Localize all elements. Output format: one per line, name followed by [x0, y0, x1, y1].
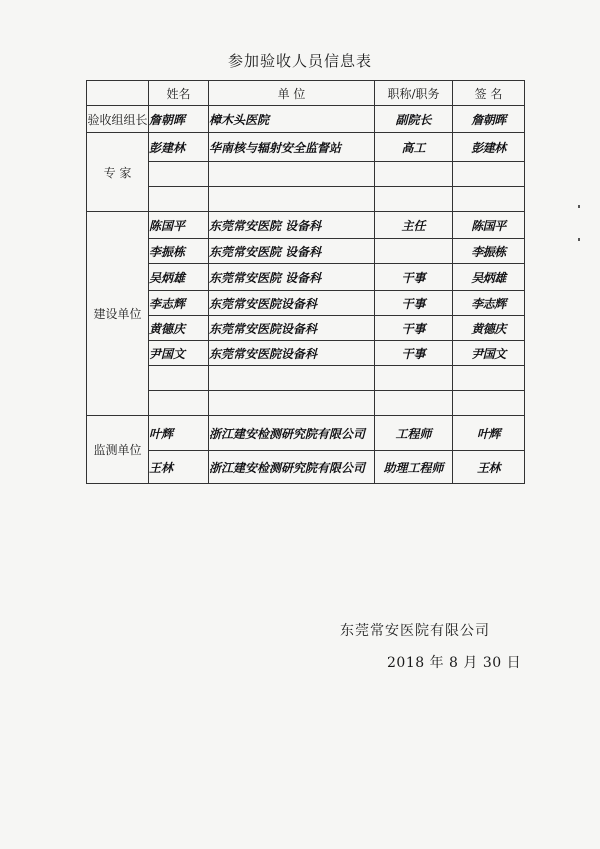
name-cell: [149, 391, 209, 416]
name-cell: 詹朝晖: [149, 106, 209, 133]
group-label: 验收组组长: [87, 106, 149, 133]
title-cell: 副院长: [375, 106, 453, 133]
header-title: 职称/职务: [375, 81, 453, 106]
signature-cell: [453, 187, 525, 212]
unit-cell: 东莞常安医院 设备科: [209, 264, 375, 291]
name-cell: 黄德庆: [149, 316, 209, 341]
table-row: [87, 416, 525, 451]
unit-cell: 东莞常安医院 设备科: [209, 239, 375, 264]
signature-cell: 叶辉: [453, 416, 525, 451]
table-row: [87, 391, 525, 416]
signature-cell: [453, 366, 525, 391]
title-cell: 干事: [375, 264, 453, 291]
name-cell: 陈国平: [149, 212, 209, 239]
signature-cell: 吴炳雄: [453, 264, 525, 291]
scan-speck: [578, 238, 580, 241]
name-cell: [149, 366, 209, 391]
footer-date: 2018 年 8 月 30 日: [387, 655, 522, 671]
header-row: [87, 81, 525, 106]
unit-cell: 浙江建安检测研究院有限公司: [209, 451, 375, 484]
unit-cell: 浙江建安检测研究院有限公司: [209, 416, 375, 451]
name-cell: 王林: [149, 451, 209, 484]
table-row: [87, 133, 525, 162]
name-cell: 叶辉: [149, 416, 209, 451]
table-row: [87, 341, 525, 366]
title-cell: 主任: [375, 212, 453, 239]
title-cell: 工程师: [375, 416, 453, 451]
unit-cell: [209, 162, 375, 187]
unit-cell: 樟木头医院: [209, 106, 375, 133]
signature-cell: 王林: [453, 451, 525, 484]
unit-cell: 东莞常安医院设备科: [209, 316, 375, 341]
title-cell: 干事: [375, 341, 453, 366]
name-cell: 彭建林: [149, 133, 209, 162]
name-cell: 李志辉: [149, 291, 209, 316]
title-cell: [375, 239, 453, 264]
unit-cell: 东莞常安医院 设备科: [209, 212, 375, 239]
name-cell: [149, 162, 209, 187]
group-label: 专 家: [87, 133, 149, 212]
title-cell: 助理工程师: [375, 451, 453, 484]
unit-cell: [209, 366, 375, 391]
unit-cell: [209, 187, 375, 212]
unit-cell: [209, 391, 375, 416]
signature-cell: [453, 162, 525, 187]
signature-cell: 彭建林: [453, 133, 525, 162]
unit-cell: 东莞常安医院设备科: [209, 341, 375, 366]
corner-cell: [87, 81, 149, 106]
name-cell: 吴炳雄: [149, 264, 209, 291]
table-row: [87, 451, 525, 484]
title-cell: [375, 391, 453, 416]
title-cell: 高工: [375, 133, 453, 162]
signature-cell: 陈国平: [453, 212, 525, 239]
page-title: 参加验收人员信息表: [227, 52, 372, 70]
signature-cell: 尹国文: [453, 341, 525, 366]
name-cell: 李振栋: [149, 239, 209, 264]
title-cell: 干事: [375, 316, 453, 341]
signature-cell: 李志辉: [453, 291, 525, 316]
table-row: [87, 212, 525, 239]
group-label: 建设单位: [87, 212, 149, 416]
name-cell: [149, 187, 209, 212]
title-cell: [375, 366, 453, 391]
name-cell: 尹国文: [149, 341, 209, 366]
footer-company: 东莞常安医院有限公司: [340, 623, 490, 639]
table-row: [87, 187, 525, 212]
signature-cell: 詹朝晖: [453, 106, 525, 133]
table-row: [87, 162, 525, 187]
unit-cell: 华南核与辐射安全监督站: [209, 133, 375, 162]
table-row: [87, 239, 525, 264]
table-row: [87, 264, 525, 291]
scan-speck: [578, 205, 580, 208]
signature-cell: [453, 391, 525, 416]
table-row: [87, 291, 525, 316]
signature-cell: 李振栋: [453, 239, 525, 264]
table-row: [87, 366, 525, 391]
unit-cell: 东莞常安医院设备科: [209, 291, 375, 316]
title-cell: 干事: [375, 291, 453, 316]
title-cell: [375, 162, 453, 187]
signature-cell: 黄德庆: [453, 316, 525, 341]
header-unit: 单 位: [209, 81, 375, 106]
group-label: 监测单位: [87, 416, 149, 484]
table-row: [87, 316, 525, 341]
header-signature: 签 名: [453, 81, 525, 106]
title-cell: [375, 187, 453, 212]
table-row: [87, 106, 525, 133]
header-name: 姓名: [149, 81, 209, 106]
attendee-table: [86, 80, 525, 484]
